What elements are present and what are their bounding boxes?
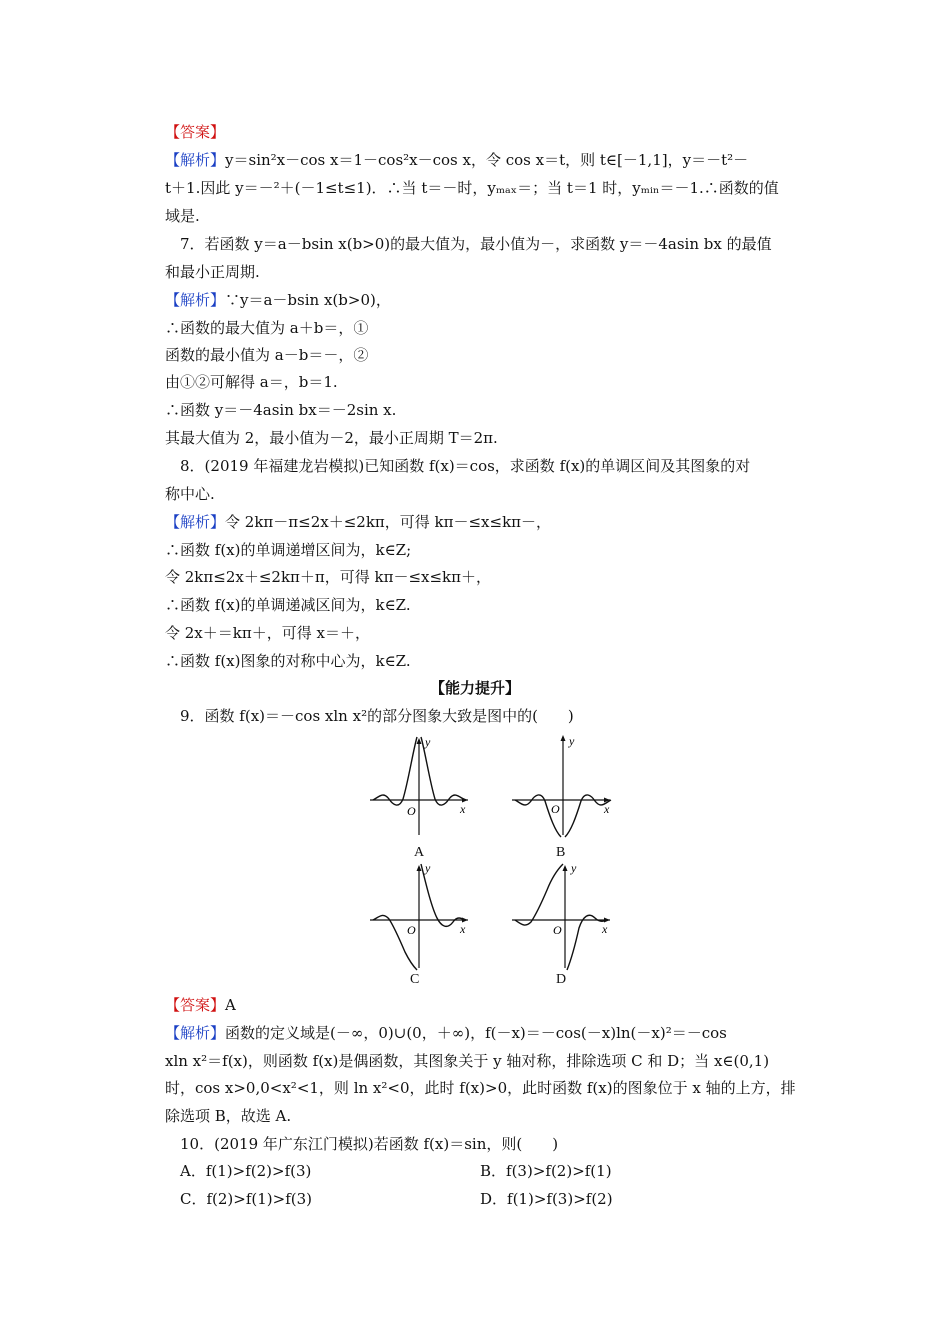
text-line: 除选项 B，故选 A. bbox=[165, 1107, 292, 1125]
option-b: B．f(3)>f(2)>f(1) bbox=[480, 1162, 612, 1180]
solution-label: 【解析】 bbox=[165, 513, 226, 531]
text-line: 和最小正周期. bbox=[165, 263, 260, 281]
curve bbox=[515, 864, 607, 970]
answer-text: A bbox=[225, 996, 236, 1014]
text-line: xln x²＝f(x)，则函数 f(x)是偶函数，其图象关于 y 轴对称，排除选项 C 和 D；当 x∈(0,1) bbox=[165, 1052, 770, 1070]
text-line: ∴函数 f(x)图象的对称中心为，k∈Z. bbox=[165, 652, 411, 670]
x-label: x bbox=[602, 922, 608, 936]
text-line: t＋1.因此 y＝－²＋(－1≤t≤1)．∴当 t＝－时，yₘₐₓ＝；当 t＝1 时，yₘᵢₙ＝－1.∴函数的值 bbox=[165, 179, 779, 197]
y-label: y bbox=[425, 735, 431, 749]
x-label: x bbox=[460, 922, 466, 936]
origin-label: O bbox=[407, 804, 416, 818]
solution-line bbox=[165, 290, 825, 310]
question-7: 7．若函数 y＝a－bsin x(b>0)的最大值为，最小值为－，求函数 y＝－4asin bx 的最值 bbox=[180, 235, 772, 253]
y-label: y bbox=[571, 862, 577, 875]
answer-label: 【答案】 bbox=[165, 123, 226, 141]
origin-label: O bbox=[553, 923, 562, 937]
label-a: A bbox=[414, 845, 425, 860]
y-label: y bbox=[569, 734, 575, 748]
option-d: D．f(1)>f(3)>f(2) bbox=[480, 1190, 613, 1208]
answer-line bbox=[165, 995, 825, 1015]
question-10: 10．(2019 年广东江门模拟)若函数 f(x)＝sin，则( ) bbox=[180, 1135, 559, 1153]
graph-d bbox=[507, 862, 617, 972]
solution-text: 函数的定义域是(－∞，0)∪(0，＋∞)，f(－x)＝－cos(－x)ln(－x)²＝－cos bbox=[225, 1024, 727, 1042]
text-line: 称中心. bbox=[165, 485, 215, 503]
graph-b bbox=[507, 733, 617, 843]
text-line: 时，cos x>0,0<x²<1，则 ln x²<0，此时 f(x)>0，此时函数 f(x)的图象位于 x 轴的上方，排 bbox=[165, 1079, 796, 1097]
label-d: D bbox=[556, 972, 567, 987]
question-8: 8．(2019 年福建龙岩模拟)已知函数 f(x)＝cos，求函数 f(x)的单调区间及其图象的对 bbox=[180, 457, 751, 475]
text-line: ∴函数 f(x)的单调递增区间为，k∈Z; bbox=[165, 541, 412, 559]
text-line: ∴函数的最大值为 a＋b＝，① bbox=[165, 319, 369, 337]
origin-label: O bbox=[551, 802, 560, 816]
y-axis-arrow bbox=[561, 735, 566, 741]
y-label: y bbox=[425, 862, 431, 875]
solution-line bbox=[165, 150, 825, 170]
answer-tag bbox=[165, 122, 825, 142]
origin-label: O bbox=[407, 923, 416, 937]
solution-label: 【解析】 bbox=[165, 1024, 226, 1042]
graph-a bbox=[365, 733, 475, 843]
option-c: C．f(2)>f(1)>f(3) bbox=[180, 1190, 313, 1208]
y-axis-arrow bbox=[563, 865, 568, 871]
label-b: B bbox=[556, 845, 566, 860]
text-line: 函数的最小值为 a－b＝－，② bbox=[165, 346, 369, 364]
text-line: ∴函数 y＝－4asin bx＝－2sin x. bbox=[165, 401, 397, 419]
solution-text: y＝sin²x－cos x＝1－cos²x－cos x，令 cos x＝t，则 t∈[－1,1]，y＝－t²－ bbox=[225, 151, 749, 169]
y-axis-arrow bbox=[417, 738, 422, 744]
text-line: 其最大值为 2，最小值为－2，最小正周期 T＝2π. bbox=[165, 429, 498, 447]
label-c: C bbox=[410, 972, 420, 987]
text-line: 域是. bbox=[165, 207, 200, 225]
text-line: ∴函数 f(x)的单调递减区间为，k∈Z. bbox=[165, 596, 411, 614]
option-a: A．f(1)>f(2)>f(3) bbox=[180, 1162, 312, 1180]
section-heading: 【能力提升】 bbox=[429, 679, 520, 697]
solution-line bbox=[165, 1023, 825, 1043]
x-label: x bbox=[604, 802, 610, 816]
solution-label: 【解析】 bbox=[165, 151, 226, 169]
solution-text: ∵y＝a－bsin x(b>0)， bbox=[225, 291, 391, 309]
text-line: 令 2kπ≤2x＋≤2kπ＋π，可得 kπ－≤x≤kπ＋， bbox=[165, 568, 492, 586]
text-line: 令 2x＋＝kπ＋，可得 x＝＋， bbox=[165, 624, 370, 642]
solution-text: 令 2kπ－π≤2x＋≤2kπ，可得 kπ－≤x≤kπ－， bbox=[225, 513, 552, 531]
y-axis-arrow bbox=[417, 865, 422, 871]
question-9: 9．函数 f(x)＝－cos xln x²的部分图象大致是图中的( ) bbox=[180, 707, 574, 725]
answer-label: 【答案】 bbox=[165, 996, 226, 1014]
solution-label: 【解析】 bbox=[165, 291, 226, 309]
graph-c bbox=[365, 862, 475, 972]
text-line: 由①②可解得 a＝，b＝1. bbox=[165, 373, 338, 391]
x-label: x bbox=[460, 802, 466, 816]
solution-line bbox=[165, 512, 825, 532]
